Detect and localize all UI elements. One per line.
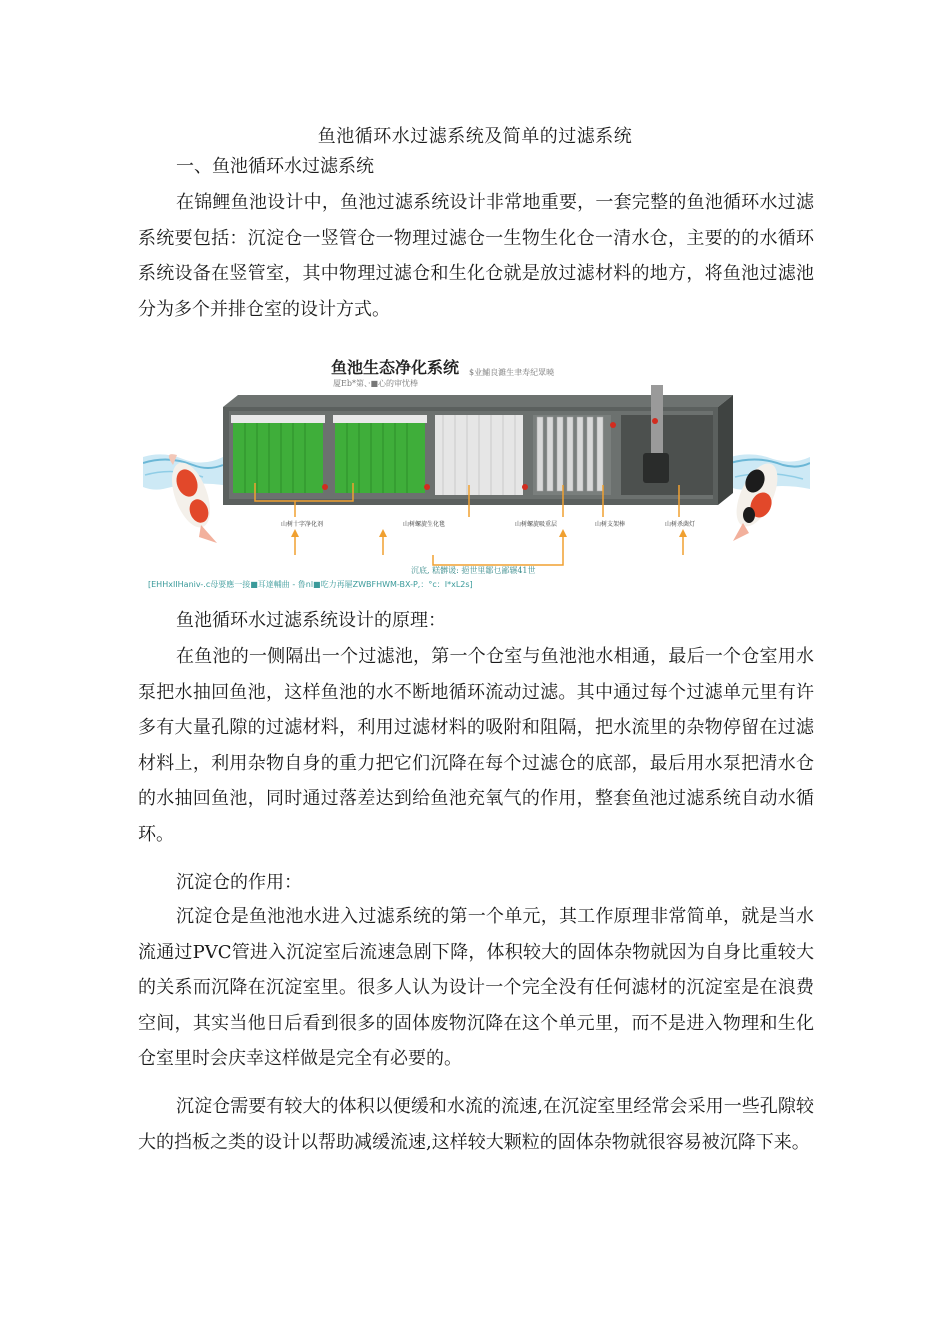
sediment-heading: 沉淀仓的作用： (176, 872, 302, 893)
intro-paragraph: 在锦鲤鱼池设计中，鱼池过滤系统设计非常地重要，一套完整的鱼池循环水过滤系统要包括：沉淀仓一竖管仓一物理过滤仓一生物生化仓一清水仓，主要的的水循环系统设备在竖管室，其中物理过滤仓和生化仓就是放过滤材料的地方，将鱼池过滤池分为多个并排仓室的设计方式。 (138, 192, 814, 320)
figure-subtitle-right: $业鯆良濉生聿寿紀眾曉 (469, 368, 555, 377)
figure-caption-middle: 沉底, 糕髒谖: 挹世里鄒乜鄙辗41世 (411, 566, 536, 575)
principle-heading: 鱼池循环水过滤系统设计的原理： (176, 610, 446, 631)
figure-title: 鱼池生态净化系统 (331, 358, 460, 377)
arrow-heads (291, 529, 687, 537)
document-title: 鱼池循环水过滤系统及简单的过滤系统 (317, 126, 633, 147)
principle-paragraph: 在鱼池的一侧隔出一个过滤池，第一个仓室与鱼池池水相通，最后一个仓室用水泵把水抽回鱼池，这样鱼池的水不断地循环流动过滤。其中通过每个过滤单元里有许多有大量孔隙的过滤材料，利用过滤材料的吸附和阻隔，把水流里的杂物停留在过滤材料上，利用杂物自身的重力把它们沉降在每个过滤仓的底部，最后用水泵把清水仓的水抽回鱼池，同时通过落差达到给鱼池充氧气的作用，整套鱼池过滤系统自动水循环。 (138, 646, 814, 845)
filtration-diagram (143, 355, 810, 590)
figure-label-3: 山树螺旋吸重层 (515, 521, 558, 528)
figure-label-2: 山树螺旋生化毯 (403, 521, 446, 528)
filtration-system-figure (143, 355, 810, 590)
figure-label-1: 山树十字净化剂 (281, 521, 324, 528)
sediment-paragraph-2: 沉淀仓需要有较大的体积以便缓和水流的流速,在沉淀室里经常会采用一些孔隙较大的挡板之类的设计以帮助减缓流速,这样较大颗粒的固体杂物就很容易被沉降下来。 (138, 1096, 814, 1153)
section-heading: 一、鱼池循环水过滤系统 (176, 156, 374, 177)
support-rods-chamber (533, 415, 611, 495)
figure-subtitle-left: 厦Eb*第、·■心的审忧棒 (333, 379, 419, 388)
green-media-chamber-2 (333, 415, 427, 493)
figure-caption-left: [EHHxIIHaniv-.c母要應一接■耳達輔曲 - 鲁nl■吃力再屜ZWBFHWM-BX-P,：°c：I*xL2s] (148, 580, 473, 589)
figure-label-4: 山树支架棒 (595, 521, 626, 528)
white-mat-chamber (435, 415, 523, 495)
figure-label-5: 山树杀菌灯 (665, 521, 696, 528)
sediment-paragraph-1: 沉淀仓是鱼池池水进入过滤系统的第一个单元，其工作原理非常简单，就是当水流通过PVC管进入沉淀室后流速急剧下降，体积较大的固体杂物就因为自身比重较大的关系而沉降在沉淀室里。很多人认为设计一个完全没有任何滤材的沉淀室是在浪费空间，其实当他日后看到很多的固体废物沉降在这个单元里，而不是进入物理和生化仓室里时会庆幸这样做是完全有必要的。 (138, 906, 814, 1070)
green-media-chamber-1 (231, 415, 325, 493)
